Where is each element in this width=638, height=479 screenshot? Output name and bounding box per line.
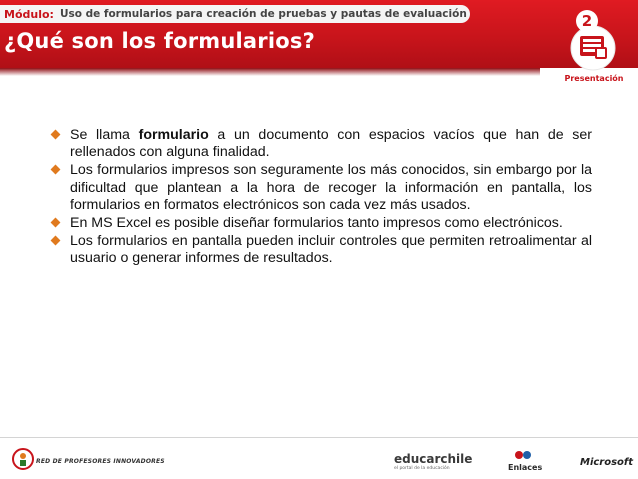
bullet-diamond-icon bbox=[51, 218, 61, 228]
badge-label: Presentación bbox=[564, 74, 624, 83]
list-item bbox=[48, 233, 592, 267]
educarchile-tagline: el portal de la educación bbox=[394, 466, 450, 471]
bullet-text-before: Se llama bbox=[70, 127, 139, 143]
educarchile-logo bbox=[394, 452, 472, 471]
bullet-text: En MS Excel es posible diseñar formularios tanto impresos como electrónicos. bbox=[70, 215, 563, 232]
section-badge bbox=[556, 6, 626, 92]
red-profesores-logo-icon bbox=[12, 448, 34, 470]
bullet-diamond-icon bbox=[51, 236, 61, 246]
header-shadow bbox=[0, 68, 540, 76]
enlaces-logo-icon bbox=[514, 448, 532, 462]
page-title: ¿Qué son los formularios? bbox=[4, 29, 315, 53]
form-icon bbox=[560, 26, 626, 74]
bullet-text: Los formularios impresos son seguramente los más conocidos, sin embargo por la dificultad que plantean a la hora de recoger la información en pantalla, los formularios en formatos electrónicos son cada vez más usados. bbox=[70, 162, 592, 213]
bullet-list bbox=[48, 127, 592, 269]
enlaces-label: Enlaces bbox=[508, 463, 543, 472]
bullet-text: Los formularios en pantalla pueden incluir controles que permiten retroalimentar al usuario o generar informes de resultados. bbox=[70, 233, 592, 267]
list-item bbox=[48, 215, 592, 232]
bullet-bold-term: formulario bbox=[138, 127, 209, 143]
red-profesores-label: RED DE PROFESORES INNOVADORES bbox=[36, 458, 165, 465]
microsoft-logo: Microsoft bbox=[580, 457, 634, 468]
badge-number: 2 bbox=[576, 10, 598, 32]
bullet-diamond-icon bbox=[51, 165, 61, 175]
bullet-diamond-icon bbox=[51, 130, 61, 140]
module-title: Uso de formularios para creación de pruebas y pautas de evaluación bbox=[59, 8, 467, 20]
list-item bbox=[48, 127, 592, 161]
list-item bbox=[48, 162, 592, 214]
bullet-text-after: a un documento con espacios vacíos que han de ser rellenados con alguna finalidad. bbox=[70, 127, 592, 161]
module-label: Módulo: bbox=[4, 7, 54, 21]
educarchile-name: educarchile bbox=[394, 452, 473, 466]
footer-divider bbox=[0, 437, 638, 438]
footer bbox=[0, 440, 638, 479]
module-bar bbox=[0, 5, 470, 23]
